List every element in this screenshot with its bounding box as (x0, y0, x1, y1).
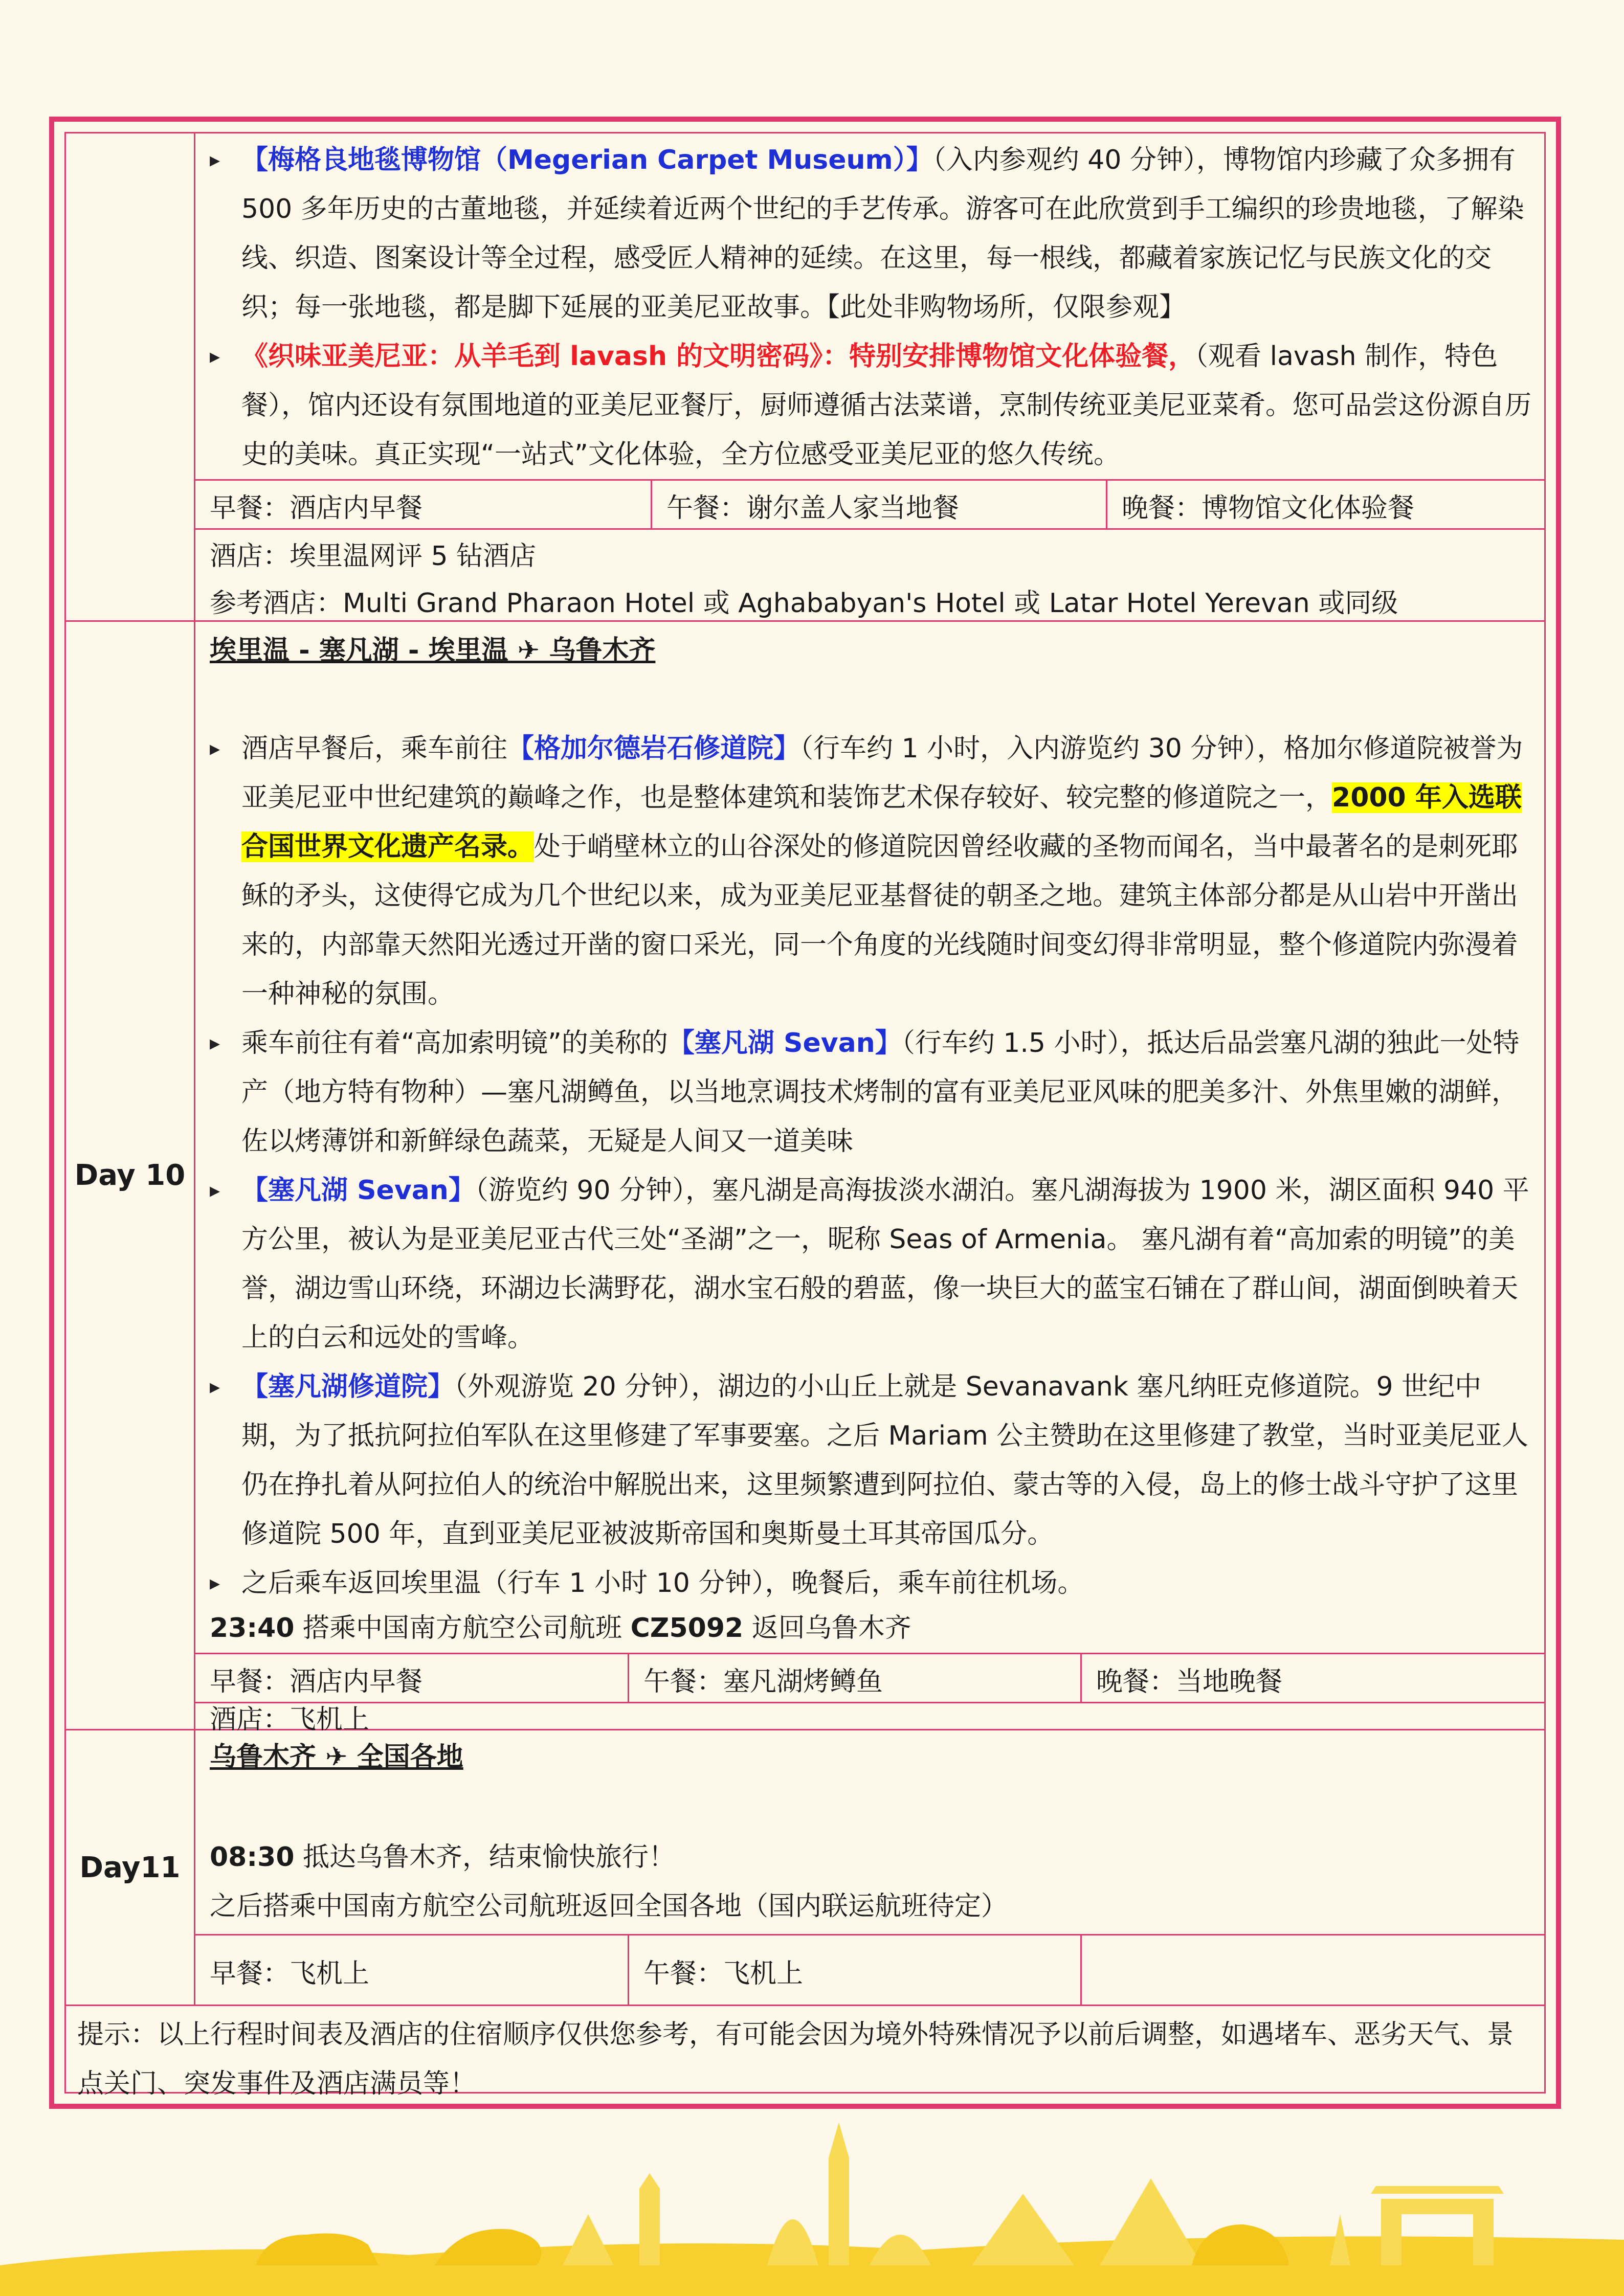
dinner: 晚餐：当地晚餐 (1080, 1654, 1544, 1703)
hotel: 酒店：飞机上 (210, 1704, 370, 1735)
meal-experience-title: 《织味亚美尼亚：从羊毛到 lavash 的文明密码》：特别安排博物馆文化体验餐， (241, 341, 1195, 372)
hotel: 酒店：埃里温网评 5 钻酒店 (210, 541, 537, 572)
itinerary-table (64, 132, 1546, 2099)
day-label: Day11 (66, 1730, 195, 2005)
itinerary-frame (49, 117, 1561, 2109)
museum-paragraph (241, 136, 1534, 332)
breakfast: 早餐：酒店内早餐 (210, 1666, 423, 1697)
bullet-arrow-icon: ▸ (210, 1375, 220, 1399)
geghard-paragraph (241, 724, 1534, 1019)
museum-title: 【梅格良地毯博物馆（Megerian Carpet Museum）】 (241, 145, 933, 175)
route-title (210, 626, 1534, 675)
flight-number: CZ5092 (630, 1613, 744, 1644)
geghard-pre: 酒店早餐后，乘车前往 (241, 733, 508, 764)
arrival-line (210, 1833, 1534, 1882)
sevanavank-body: （外观游览 20 分钟），湖边的小山丘上就是 Sevanavank 塞凡纳旺克修道院。9 世纪中期，为了抵抗阿拉伯军队在这里修建了军事要塞。之后 Mariam 公主赞助在这里修建了教堂，当时亚美尼亚人仍在挣扎着从阿拉伯人的统治中解脱出来，这里频繁遭到阿拉伯、蒙古等的入侵，岛上的修士战斗守护了这里修道院 500 年，直到亚美尼亚被波斯帝国和奥斯曼土耳其帝国瓜分。 (241, 1371, 1529, 1549)
sevan-lunch-body: （行车约 1.5 小时），抵达后品尝塞凡湖的独此一处特产（地方特有物种）—塞凡湖鳟鱼，以当地烹调技术烤制的富有亚美尼亚风味的肥美多汁、外焦里嫩的湖鲜，佐以烤薄饼和新鲜绿色蔬菜，无疑是人间又一道美味 (241, 1028, 1520, 1157)
meals-row (195, 1934, 1544, 2006)
bullet-arrow-icon: ▸ (210, 1179, 220, 1202)
day-content (195, 1730, 1544, 2005)
day-cell-empty (66, 133, 195, 620)
route-title (210, 1732, 1534, 1782)
geghard-title: 【格加尔德岩石修道院】 (507, 733, 800, 764)
row-day-10 (66, 622, 1544, 1735)
meals-row (195, 479, 1544, 530)
arrival-time: 08:30 (210, 1842, 295, 1873)
sevan-lake-paragraph (241, 1166, 1534, 1362)
day-label: Day 10 (66, 622, 195, 1729)
museum-body: （入内参观约 40 分钟），博物馆内珍藏了众多拥有 500 多年历史的古董地毯，并延续着近两个世纪的手艺传承。游客可在此欣赏到手工编织的珍贵地毯，了解染线、织造、图案设计等全过程，感受匠人精神的延续。在这里，每一根线，都藏着家族记忆与民族文化的交织；每一张地毯，都是脚下延展的亚美尼亚故事。【此处非购物场所，仅限参观】 (241, 145, 1524, 323)
day-content (195, 622, 1544, 1735)
bullet-arrow-icon: ▸ (210, 148, 220, 172)
day-content (195, 133, 1544, 620)
bullet-arrow-icon: ▸ (210, 737, 220, 760)
sevan-lunch-pre: 乘车前往有着“高加索明镜”的美称的 (241, 1028, 668, 1059)
dinner: 晚餐：博物馆文化体验餐 (1106, 481, 1544, 530)
sevan-lake-body: （游览约 90 分钟），塞凡湖是高海拔淡水湖泊。塞凡湖海拔为 1900 米，湖区面积 940 平方公里，被认为是亚美尼亚古代三处“圣湖”之一，昵称 Seas of Armenia。 塞凡湖有着“高加索的明镜”的美誉，湖边雪山环绕，环湖边长满野花，湖水宝石般的碧蓝，像一块巨大的蓝宝石铺在了群山间，湖面倒映着天上的白云和远处的雪峰。 (241, 1175, 1529, 1353)
breakfast: 早餐：酒店内早餐 (210, 492, 423, 524)
sevanavank-paragraph (241, 1362, 1534, 1559)
lunch: 午餐：谢尔盖人家当地餐 (651, 481, 1106, 530)
sevan-lunch-paragraph (241, 1019, 1534, 1166)
lunch: 午餐：塞凡湖烤鳟鱼 (628, 1654, 1080, 1703)
hotel-row (195, 1702, 1544, 1735)
unesco-highlight: 2000 年入选联合国世界文化遗产名录。 (241, 782, 1522, 862)
notice: 提示：以上行程时间表及酒店的住宿顺序仅供您参考，有可能会因为境外特殊情况予以前后调整，如遇堵车、恶劣天气、景点关门、突发事件及酒店满员等！ (77, 2019, 1514, 2099)
hotel-row (195, 528, 1544, 622)
arrival-text: 抵达乌鲁木齐，结束愉快旅行！ (294, 1842, 676, 1873)
lunch: 午餐：飞机上 (628, 1935, 1080, 2006)
skyline-illustration (0, 2112, 1624, 2296)
flight-time: 23:40 (210, 1613, 295, 1644)
route: 乌鲁木齐 ✈ 全国各地 (210, 1742, 463, 1772)
bullet-arrow-icon: ▸ (210, 1571, 220, 1595)
flight-mid: 搭乘中国南方航空公司航班 (294, 1613, 631, 1644)
row-day-11 (66, 1730, 1544, 2006)
sevanavank-title: 【塞凡湖修道院】 (241, 1371, 455, 1402)
dinner (1080, 1935, 1544, 2006)
after-line: 之后搭乘中国南方航空公司航班返回全国各地（国内联运航班待定） (210, 1891, 1008, 1922)
geghard-body1: （行车约 1 小时，入内游览约 30 分钟），格加尔修道院被誉为亚美尼亚中世纪建筑的巅峰之作，也是整体建筑和装饰艺术保存较好、较完整的修道院之一， (241, 733, 1523, 813)
reference-hotel: 参考酒店：Multi Grand Pharaon Hotel 或 Aghababyan's Hotel 或 Latar Hotel Yerevan 或同级 (210, 588, 1398, 619)
bullet-arrow-icon: ▸ (210, 345, 220, 368)
sevan-lake-title: 【塞凡湖 Sevan】 (241, 1175, 475, 1206)
sevan-lunch-title: 【塞凡湖 Sevan】 (668, 1028, 902, 1059)
geghard-body2: 处于峭壁林立的山谷深处的修道院因曾经收藏的圣物而闻名，当中最著名的是刺死耶稣的矛头，这使得它成为几个世纪以来，成为亚美尼亚基督徒的朝圣之地。建筑主体部分都是从山岩中开凿出来的，内部靠天然阳光透过开凿的窗口采光，同一个角度的光线随时间变幻得非常明显，整个修道院内弥漫着一种神秘的氛围。 (241, 831, 1519, 1009)
breakfast: 早餐：飞机上 (210, 1958, 370, 1989)
flight-line (210, 1604, 1534, 1653)
bullet-arrow-icon: ▸ (210, 1031, 220, 1055)
row-continuation (66, 133, 1544, 622)
meal-experience-body: （观看 lavash 制作，特色餐），馆内还设有氛围地道的亚美尼亚餐厅，厨师遵循古法菜谱，烹制传统亚美尼亚菜肴。您可品尝这份源自历史的美味。真正实现“一站式”文化体验，全方位感受亚美尼亚的悠久传统。 (241, 341, 1532, 470)
route: 埃里温 - 塞凡湖 - 埃里温 ✈ 乌鲁木齐 (210, 635, 656, 666)
flight-end: 返回乌鲁木齐 (743, 1613, 911, 1644)
meal-experience-paragraph (241, 332, 1534, 479)
return-paragraph: 之后乘车返回埃里温（行车 1 小时 10 分钟），晚餐后，乘车前往机场。 (241, 1568, 1084, 1599)
